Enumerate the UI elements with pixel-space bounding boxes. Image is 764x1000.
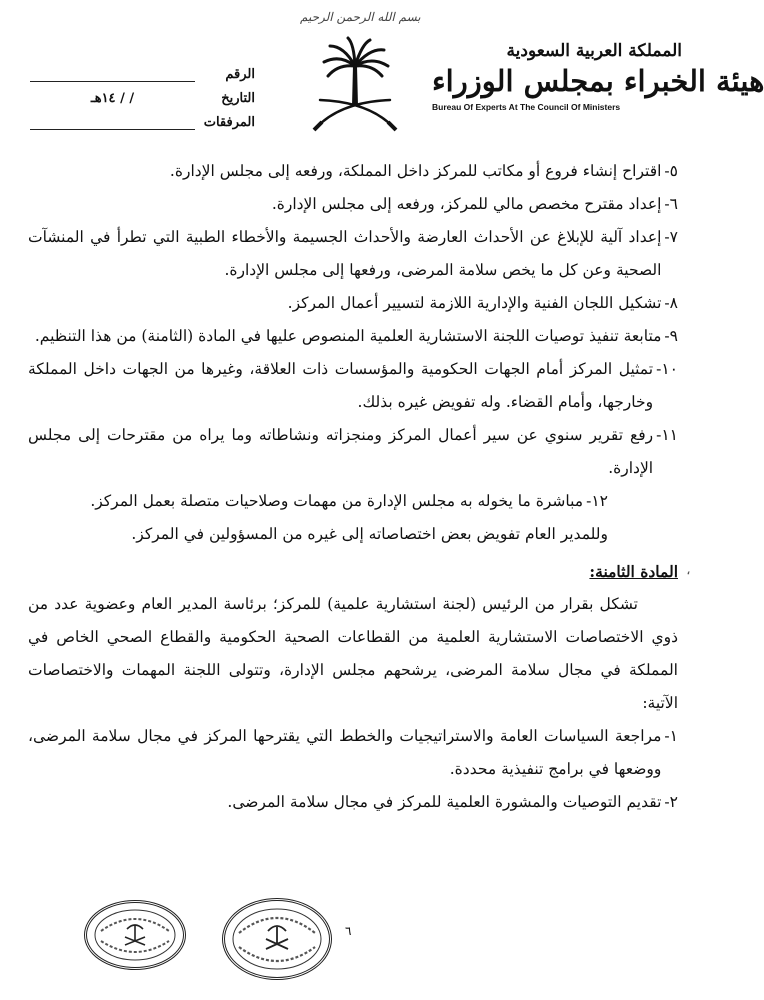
attachments-label: المرفقات	[203, 115, 255, 130]
bureau-name-arabic: هيئة الخبراء بمجلس الوزراء	[432, 64, 764, 98]
date-row	[30, 82, 255, 106]
bureau-name-english: Bureau Of Experts At The Council Of Ministers	[432, 102, 621, 112]
item-text: تمثيل المركز أمام الجهات الحكومية والمؤسسات ذات العلاقة، وغيرها من الجهات داخل المملكة وخارجها، وأمام القضاء. وله تفويض غيره بذلك.	[28, 360, 654, 411]
item-text: متابعة تنفيذ توصيات اللجنة الاستشارية العلمية المنصوص عليها في المادة (الثامنة) من هذا التنظيم.	[34, 327, 662, 345]
attachments-row	[30, 106, 255, 130]
list-item	[28, 320, 678, 353]
reference-number-row	[30, 58, 255, 82]
item-text: إعداد آلية للإبلاغ عن الأحداث العارضة والأحداث الجسيمة والأخطاء الطبية التي تطرأ في المنشآت الصحية وعن كل ما يخص سلامة المرضى، ورفعها إلى مجلس الإدارة.	[28, 228, 662, 279]
list-item	[28, 419, 678, 485]
item-number: ٨-	[664, 294, 678, 312]
item-number: ٧-	[664, 228, 678, 246]
kingdom-name: المملكة العربية السعودية	[506, 41, 682, 61]
list-item	[28, 786, 678, 819]
list-item	[28, 188, 678, 221]
list-item	[28, 485, 678, 518]
list-item	[28, 221, 678, 287]
item-number: ١١-	[656, 426, 678, 444]
item-number: ٦-	[664, 195, 678, 213]
date-label: التاريخ	[221, 91, 255, 106]
list-item	[28, 155, 678, 188]
list-item	[28, 287, 678, 320]
item-text: تشكيل اللجان الفنية والإدارية اللازمة لتسيير أعمال المركز.	[287, 294, 662, 312]
item-number: ١-	[664, 727, 678, 745]
organization-header	[432, 40, 764, 112]
page-number: ٦	[345, 924, 352, 938]
item-text: إعداد مقترح مخصص مالي للمركز، ورفعه إلى مجلس الإدارة.	[271, 195, 662, 213]
date-value: / / ١٤هـ	[90, 91, 135, 106]
article-heading-text: المادة الثامنة:	[589, 562, 678, 581]
basmala: بسم الله الرحمن الرحيم	[300, 10, 421, 24]
palm-swords-emblem-icon	[310, 36, 400, 134]
item-text: تقديم التوصيات والمشورة العلمية للمركز في مجال سلامة المرضى.	[227, 793, 662, 811]
article-intro-paragraph: تشكل بقرار من الرئيس (لجنة استشارية علمية) للمركز؛ برئاسة المدير العام وعضوية عدد من ذوي الاختصاصات الاستشارية العلمية من القطاعات الصحية الحكومية والقطاع الصحي الخاص في المملكة في مجال سلامة المرضى، يرشحهم مجلس الإدارة، وتتولى اللجنة المهمات والاختصاصات الآتية:	[28, 595, 678, 712]
attachments-blank-line	[30, 116, 195, 130]
reference-label: الرقم	[225, 67, 255, 82]
article-heading	[28, 555, 690, 588]
item-text: مباشرة ما يخوله به مجلس الإدارة من مهمات وصلاحيات متصلة بعمل المركز.	[90, 492, 584, 510]
item-text: مراجعة السياسات العامة والاستراتيجيات والخطط التي يقترحها المركز في مجال سلامة المرضى، ووضعها في برامج تنفيذية محددة.	[28, 727, 662, 778]
document-body	[28, 155, 690, 819]
list-item	[28, 720, 678, 786]
item-number: ١٢-	[586, 492, 608, 510]
reference-blank-line	[30, 68, 195, 82]
item-number: ٩-	[664, 327, 678, 345]
item-number: ٢-	[664, 793, 678, 811]
item-text: اقتراح إنشاء فروع أو مكاتب للمركز داخل المملكة، ورفعه إلى مجلس الإدارة.	[169, 162, 662, 180]
item-number: ٥-	[664, 162, 678, 180]
official-seal-right-icon	[222, 898, 332, 980]
delegation-paragraph: وللمدير العام تفويض بعض اختصاصاته إلى غيره من المسؤولين في المركز.	[131, 525, 608, 543]
item-text: رفع تقرير سنوي عن سير أعمال المركز ومنجزاته ونشاطاته وما يراه من مقترحات إلى مجلس الإدارة.	[28, 426, 654, 477]
list-item	[28, 353, 678, 419]
margin-tick-mark: ،	[686, 566, 690, 577]
item-number: ١٠-	[656, 360, 678, 378]
official-seal-left-icon	[84, 900, 186, 970]
reference-block	[30, 58, 255, 130]
